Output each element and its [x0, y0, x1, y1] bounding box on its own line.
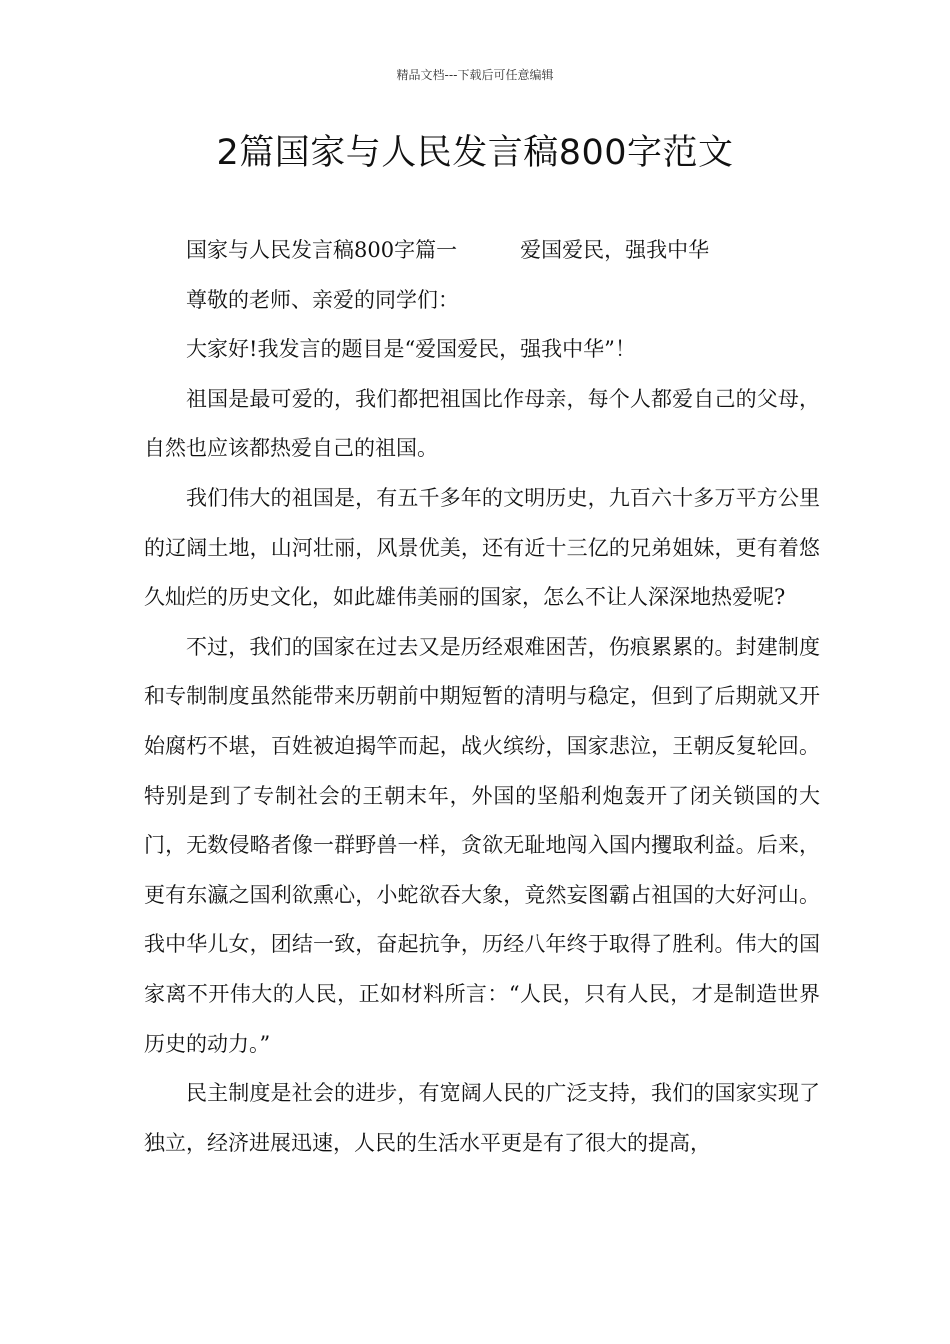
section-heading: 国家与人民发言稿800字篇一 爱国爱民，强我中华 [186, 238, 710, 262]
document-body [144, 226, 820, 1168]
paragraph: 不过，我们的国家在过去又是历经艰难困苦，伤痕累累的。封建制度和专制制度虽然能带来历朝前中期短暂的清明与稳定，但到了后期就又开始腐朽不堪，百姓被迫揭竿而起，战火缤纷，国家悲泣，王朝反复轮回。特别是到了专制社会的王朝末年，外国的坚船利炮轰开了闭关锁国的大门，无数侵略者像一群野兽一样，贪欲无耻地闯入国内攫取利益。后来，更有东瀛之国利欲熏心，小蛇欲吞大象，竟然妄图霸占祖国的大好河山。我中华儿女，团结一致，奋起抗争，历经八年终于取得了胜利。伟大的国家离不开伟大的人民，正如材料所言：“人民，只有人民，才是制造世界历史的动力。” [144, 634, 820, 1056]
paragraph-salutation: 尊敬的老师、亲爱的同学们： [186, 287, 459, 312]
paragraph: 我们伟大的祖国是，有五千多年的文明历史，九百六十多万平方公里的辽阔土地，山河壮丽，风景优美，还有近十三亿的兄弟姐妹，更有着悠久灿烂的历史文化，如此雄伟美丽的国家，怎么不让人深深地热爱呢? [144, 485, 820, 610]
header-note: 精品文档---下载后可任意编辑 [396, 68, 554, 82]
paragraph-greeting: 大家好!我发言的题目是“爱国爱民，强我中华”！ [186, 337, 636, 362]
paragraph: 祖国是最可爱的，我们都把祖国比作母亲，每个人都爱自己的父母，自然也应该都热爱自己的祖国。 [144, 386, 820, 461]
paragraph: 民主制度是社会的进步，有宽阔人民的广泛支持，我们的国家实现了独立，经济进展迅速，人民的生活水平更是有了很大的提高， [144, 1081, 820, 1155]
document-title: 2篇国家与人民发言稿800字范文 [216, 133, 734, 173]
